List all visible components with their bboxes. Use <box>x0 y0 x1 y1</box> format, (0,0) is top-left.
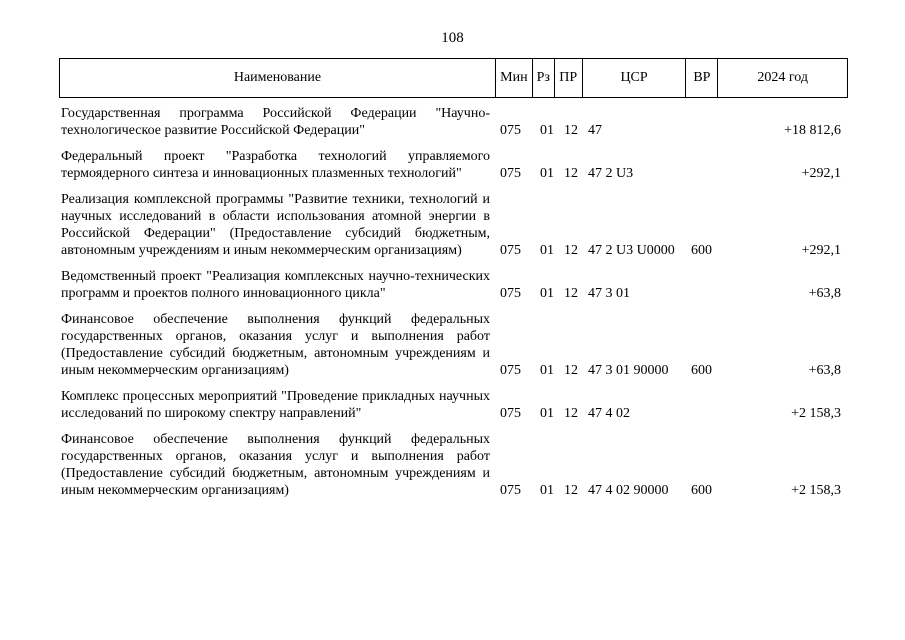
row-name: Реализация комплексной программы "Развитие техники, технологий и научных исследований в области использования атомной энергии в Российской Федерации" (Предоставление субсидий бюджетным, автономным учреждениям и иным некоммерческим организациям) <box>61 192 490 258</box>
row-pr: 12 <box>564 483 578 498</box>
header-sum: 2024 год <box>717 59 847 97</box>
row-csr: 47 <box>588 123 602 138</box>
row-pr: 12 <box>564 286 578 301</box>
row-min: 075 <box>500 123 521 138</box>
row-min: 075 <box>500 483 521 498</box>
row-vr: 600 <box>691 363 712 378</box>
row-sum: +63,8 <box>808 286 841 301</box>
row-min: 075 <box>500 286 521 301</box>
table-row <box>61 105 851 139</box>
row-vr: 600 <box>691 483 712 498</box>
table-header <box>59 58 848 98</box>
header-pr: ПР <box>554 59 582 97</box>
header-rz: Рз <box>532 59 554 97</box>
table-row <box>61 311 851 379</box>
table-row <box>61 268 851 302</box>
row-min: 075 <box>500 406 521 421</box>
row-csr: 47 2 U3 U0000 <box>588 243 675 258</box>
row-rz: 01 <box>540 406 554 421</box>
row-sum: +2 158,3 <box>791 406 841 421</box>
row-sum: +292,1 <box>801 166 841 181</box>
row-pr: 12 <box>564 406 578 421</box>
table-row <box>61 148 851 182</box>
row-pr: 12 <box>564 363 578 378</box>
row-csr: 47 3 01 <box>588 286 630 301</box>
row-vr: 600 <box>691 243 712 258</box>
row-rz: 01 <box>540 166 554 181</box>
row-name: Ведомственный проект "Реализация комплексных научно-технических программ и проектов полного инновационного цикла" <box>61 269 490 301</box>
row-csr: 47 3 01 90000 <box>588 363 669 378</box>
row-name: Финансовое обеспечение выполнения функций федеральных государственных органов, оказания услуг и выполнения работ (Предоставление субсидий бюджетным, автономным учреждениям и иным некоммерческим организациям) <box>61 312 490 378</box>
header-min: Мин <box>495 59 532 97</box>
row-pr: 12 <box>564 243 578 258</box>
row-csr: 47 4 02 90000 <box>588 483 669 498</box>
row-rz: 01 <box>540 363 554 378</box>
header-name: Наименование <box>233 70 322 85</box>
row-sum: +292,1 <box>801 243 841 258</box>
row-rz: 01 <box>540 483 554 498</box>
row-rz: 01 <box>540 123 554 138</box>
header-csr: ЦСР <box>582 59 686 97</box>
row-pr: 12 <box>564 123 578 138</box>
row-name: Государственная программа Российской Федерации "Научно-технологическое развитие Российской Федерации" <box>61 106 490 138</box>
row-sum: +63,8 <box>808 363 841 378</box>
row-csr: 47 4 02 <box>588 406 630 421</box>
row-rz: 01 <box>540 286 554 301</box>
header-vr: ВР <box>685 59 717 97</box>
row-rz: 01 <box>540 243 554 258</box>
row-sum: +18 812,6 <box>784 123 841 138</box>
table-row <box>61 431 851 499</box>
row-sum: +2 158,3 <box>791 483 841 498</box>
row-name: Комплекс процессных мероприятий "Проведение прикладных научных исследований по широкому спектру направлений" <box>61 389 490 421</box>
page-number: 108 <box>441 30 464 46</box>
row-name: Финансовое обеспечение выполнения функций федеральных государственных органов, оказания услуг и выполнения работ (Предоставление субсидий бюджетным, автономным учреждениям и иным некоммерческим организациям) <box>61 432 490 498</box>
row-name: Федеральный проект "Разработка технологий управляемого термоядерного синтеза и инновационных плазменных технологий" <box>61 149 490 181</box>
row-csr: 47 2 U3 <box>588 166 634 181</box>
row-min: 075 <box>500 166 521 181</box>
table-row <box>61 191 851 259</box>
row-min: 075 <box>500 243 521 258</box>
table-body <box>61 105 851 508</box>
table-row <box>61 388 851 422</box>
row-pr: 12 <box>564 166 578 181</box>
row-min: 075 <box>500 363 521 378</box>
